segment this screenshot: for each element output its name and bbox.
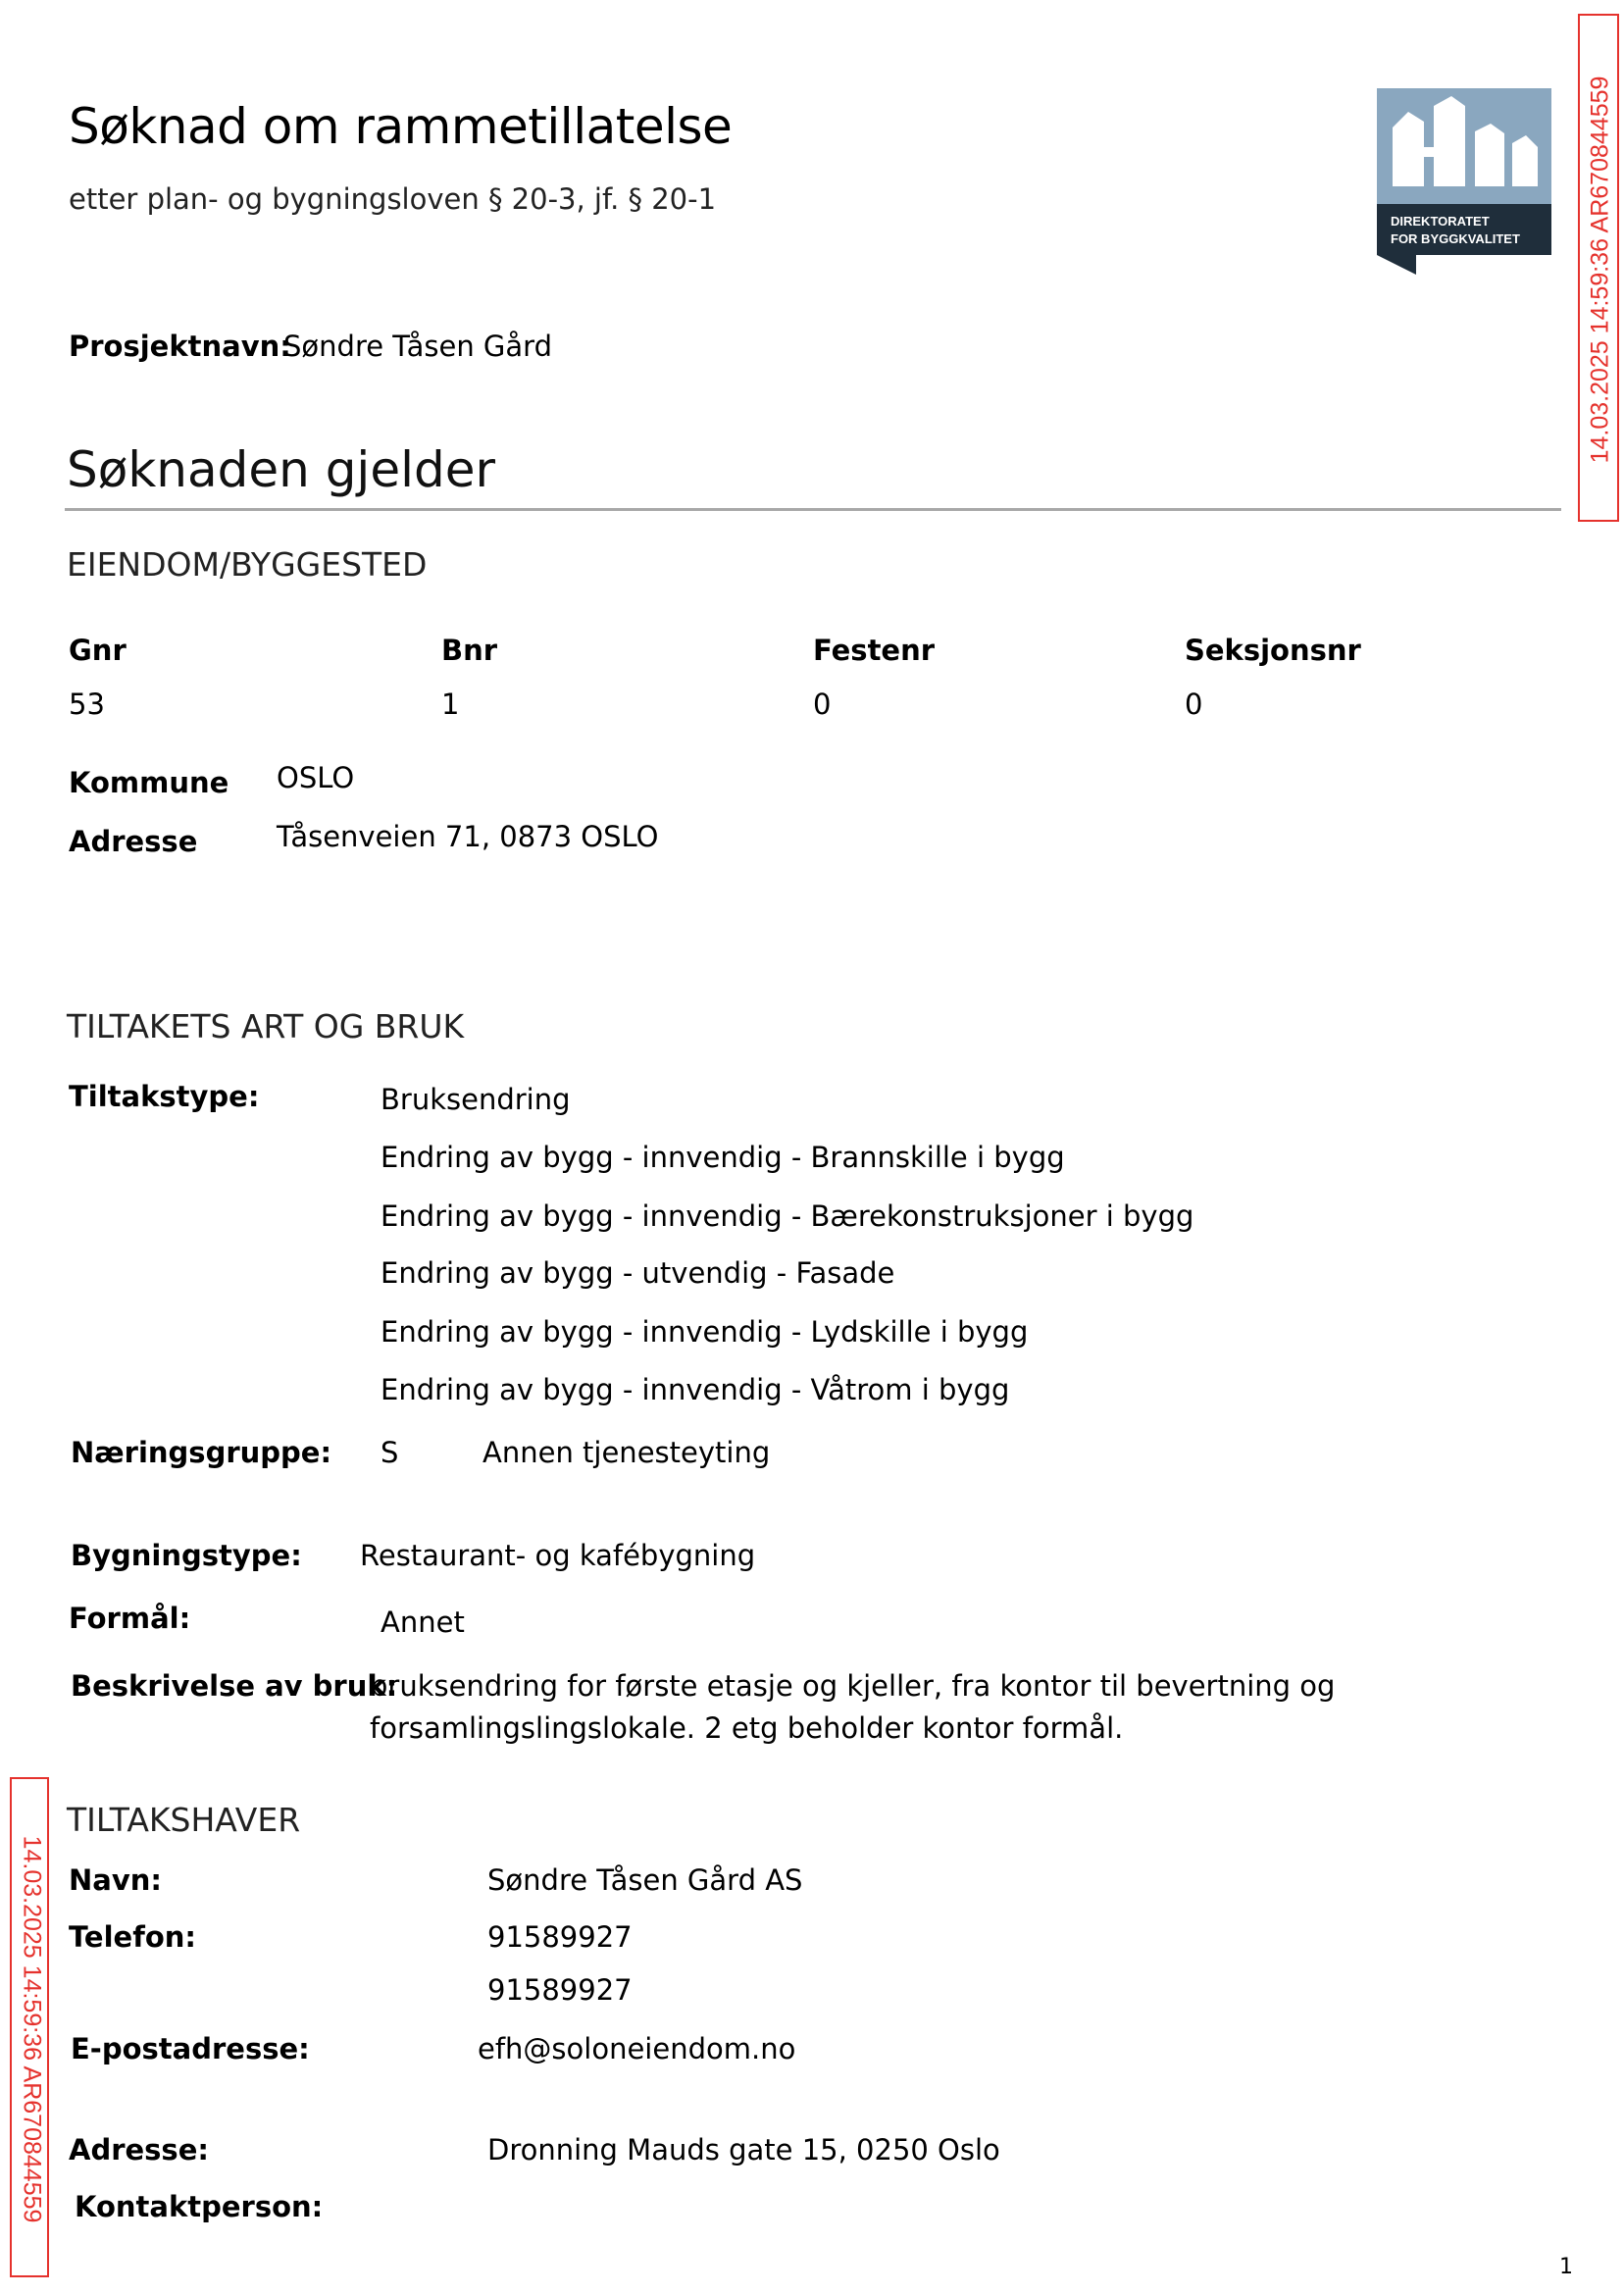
festenr-value: 0 bbox=[813, 688, 832, 721]
project-value: Søndre Tåsen Gård bbox=[283, 330, 552, 363]
property-heading: EIENDOM/BYGGESTED bbox=[67, 545, 428, 584]
dibk-logo bbox=[1377, 88, 1551, 275]
page-number: 1 bbox=[1559, 2255, 1573, 2279]
epost-value: efh@soloneiendom.no bbox=[478, 2032, 796, 2065]
epost-label: E-postadresse: bbox=[71, 2032, 310, 2065]
stamp-text: 14.03.2025 14:59:36 AR670844559 bbox=[18, 1835, 46, 2223]
festenr-label: Festenr bbox=[813, 634, 936, 667]
telefon-value: 91589927 bbox=[487, 1973, 633, 2007]
formal-label: Formål: bbox=[69, 1602, 191, 1635]
beskrivelse-label: Beskrivelse av bruk: bbox=[71, 1669, 398, 1703]
timestamp-stamp-left bbox=[10, 1777, 49, 2277]
bnr-label: Bnr bbox=[441, 634, 498, 667]
bnr-value: 1 bbox=[441, 688, 460, 721]
navn-label: Navn: bbox=[69, 1863, 162, 1897]
gnr-value: 53 bbox=[69, 688, 105, 721]
navn-value: Søndre Tåsen Gård AS bbox=[487, 1863, 803, 1897]
adresse-label: Adresse bbox=[69, 825, 198, 858]
kommune-value: OSLO bbox=[277, 761, 355, 794]
beskrivelse-line: bruksendring for første etasje og kjeller, fra kontor til bevertning og bbox=[370, 1669, 1336, 1703]
bygningstype-label: Bygningstype: bbox=[71, 1539, 302, 1572]
seksjonsnr-value: 0 bbox=[1185, 688, 1203, 721]
tiltakstype-item: Endring av bygg - innvendig - Lydskille i bygg bbox=[381, 1315, 1029, 1349]
timestamp-stamp-right bbox=[1578, 14, 1619, 522]
seksjonsnr-label: Seksjonsnr bbox=[1185, 634, 1361, 667]
tiltakshaver-adresse-label: Adresse: bbox=[69, 2133, 209, 2167]
tiltakstype-label: Tiltakstype: bbox=[69, 1080, 260, 1113]
gnr-label: Gnr bbox=[69, 634, 127, 667]
document-subtitle: etter plan- og bygningsloven § 20-3, jf. § 20-1 bbox=[69, 182, 717, 216]
logo-line-2: FOR BYGGKVALITET bbox=[1391, 231, 1520, 246]
adresse-value: Tåsenveien 71, 0873 OSLO bbox=[277, 820, 659, 853]
dibk-logo-mark bbox=[1377, 88, 1551, 275]
tiltakstype-item: Endring av bygg - innvendig - Brannskille i bygg bbox=[381, 1141, 1065, 1174]
bygningstype-value: Restaurant- og kafébygning bbox=[360, 1539, 756, 1572]
tiltakstype-item: Endring av bygg - innvendig - Våtrom i bygg bbox=[381, 1373, 1010, 1406]
tiltakshaver-heading: TILTAKSHAVER bbox=[67, 1801, 301, 1839]
project-label: Prosjektnavn: bbox=[69, 330, 291, 363]
logo-line-1: DIREKTORATET bbox=[1391, 214, 1490, 229]
naeringsgruppe-code: S bbox=[381, 1436, 399, 1469]
telefon-label: Telefon: bbox=[69, 1920, 196, 1954]
naeringsgruppe-value: Annen tjenesteyting bbox=[482, 1436, 771, 1469]
kontaktperson-label: Kontaktperson: bbox=[75, 2190, 324, 2223]
naeringsgruppe-label: Næringsgruppe: bbox=[71, 1436, 332, 1469]
stamp-text: 14.03.2025 14:59:36 AR670844559 bbox=[1586, 76, 1614, 464]
tiltakstype-item: Endring av bygg - utvendig - Fasade bbox=[381, 1256, 895, 1290]
telefon-value: 91589927 bbox=[487, 1920, 633, 1954]
tiltakstype-item: Endring av bygg - innvendig - Bærekonstruksjoner i bygg bbox=[381, 1199, 1194, 1233]
section-divider bbox=[65, 508, 1561, 511]
section-title: Søknaden gjelder bbox=[67, 441, 496, 498]
tiltakshaver-adresse-value: Dronning Mauds gate 15, 0250 Oslo bbox=[487, 2133, 1000, 2167]
document-title: Søknad om rammetillatelse bbox=[69, 98, 733, 155]
formal-value: Annet bbox=[381, 1606, 465, 1639]
beskrivelse-line: forsamlingslingslokale. 2 etg beholder kontor formål. bbox=[370, 1711, 1124, 1745]
tiltakstype-item: Bruksendring bbox=[381, 1083, 571, 1116]
tiltak-heading: TILTAKETS ART OG BRUK bbox=[67, 1007, 465, 1045]
kommune-label: Kommune bbox=[69, 766, 229, 799]
